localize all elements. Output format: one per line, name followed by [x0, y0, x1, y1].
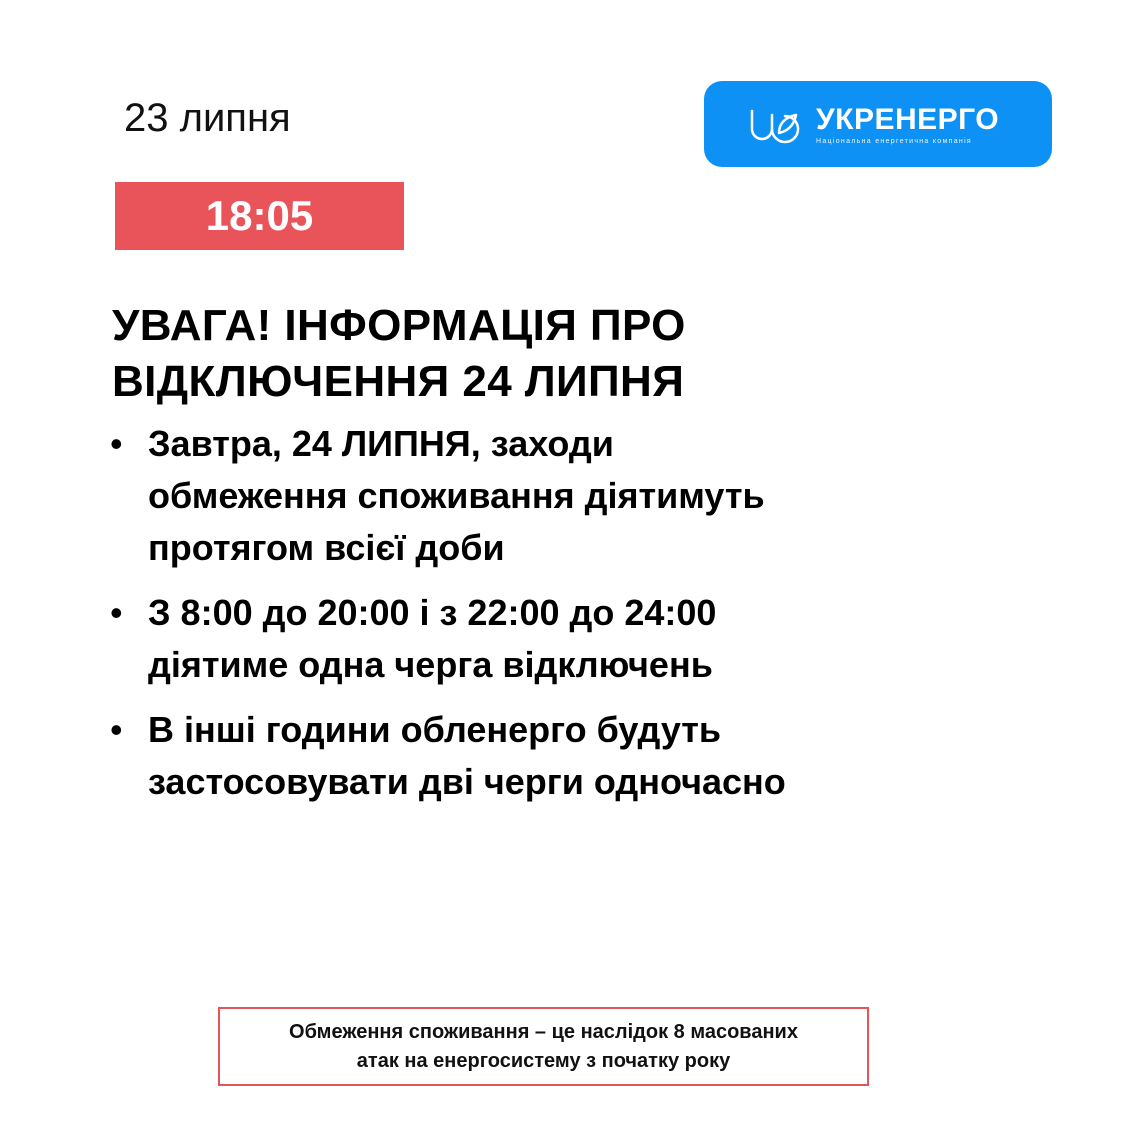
time-label: 18:05 — [205, 192, 314, 239]
bullet-icon: • — [110, 592, 123, 633]
footnote-text — [289, 1018, 798, 1076]
logo-subtitle: Національна енергетична компанія — [816, 138, 973, 145]
bullet-item — [110, 704, 970, 808]
date-label: 23 липня — [124, 96, 291, 140]
headline-line-2: ВІДКЛЮЧЕННЯ 24 ЛИПНЯ — [112, 357, 685, 406]
bullet-icon: • — [110, 423, 123, 464]
bullet-item — [110, 418, 970, 574]
bullet-line: обмеження споживання діятимуть — [148, 475, 765, 516]
bullet-line: діятиме одна черга відключень — [148, 644, 713, 685]
bullet-item — [110, 587, 970, 691]
ukrenergo-logo-icon — [748, 105, 804, 145]
footnote-line-2: атак на енергосистему з початку року — [356, 1049, 731, 1072]
bullet-line: З 8:00 до 20:00 і з 22:00 до 24:00 — [148, 592, 717, 633]
bullet-icon: • — [110, 709, 123, 750]
bullet-line: застосовувати дві черги одночасно — [148, 761, 786, 802]
time-badge — [115, 182, 404, 250]
bullet-line: Завтра, 24 ЛИПНЯ, заходи — [148, 423, 614, 464]
bullet-line: В інші години обленерго будуть — [148, 709, 722, 750]
footnote-box — [218, 1007, 869, 1086]
ukrenergo-logo — [704, 81, 1052, 167]
logo-name: УКРЕНЕРГО — [816, 103, 1000, 136]
bullet-line: протягом всієї доби — [148, 527, 505, 568]
footnote-line-1: Обмеження споживання – це наслідок 8 масованих — [289, 1020, 798, 1043]
headline — [112, 298, 932, 410]
bullet-list — [110, 418, 970, 821]
headline-line-1: УВАГА! ІНФОРМАЦІЯ ПРО — [112, 301, 686, 350]
